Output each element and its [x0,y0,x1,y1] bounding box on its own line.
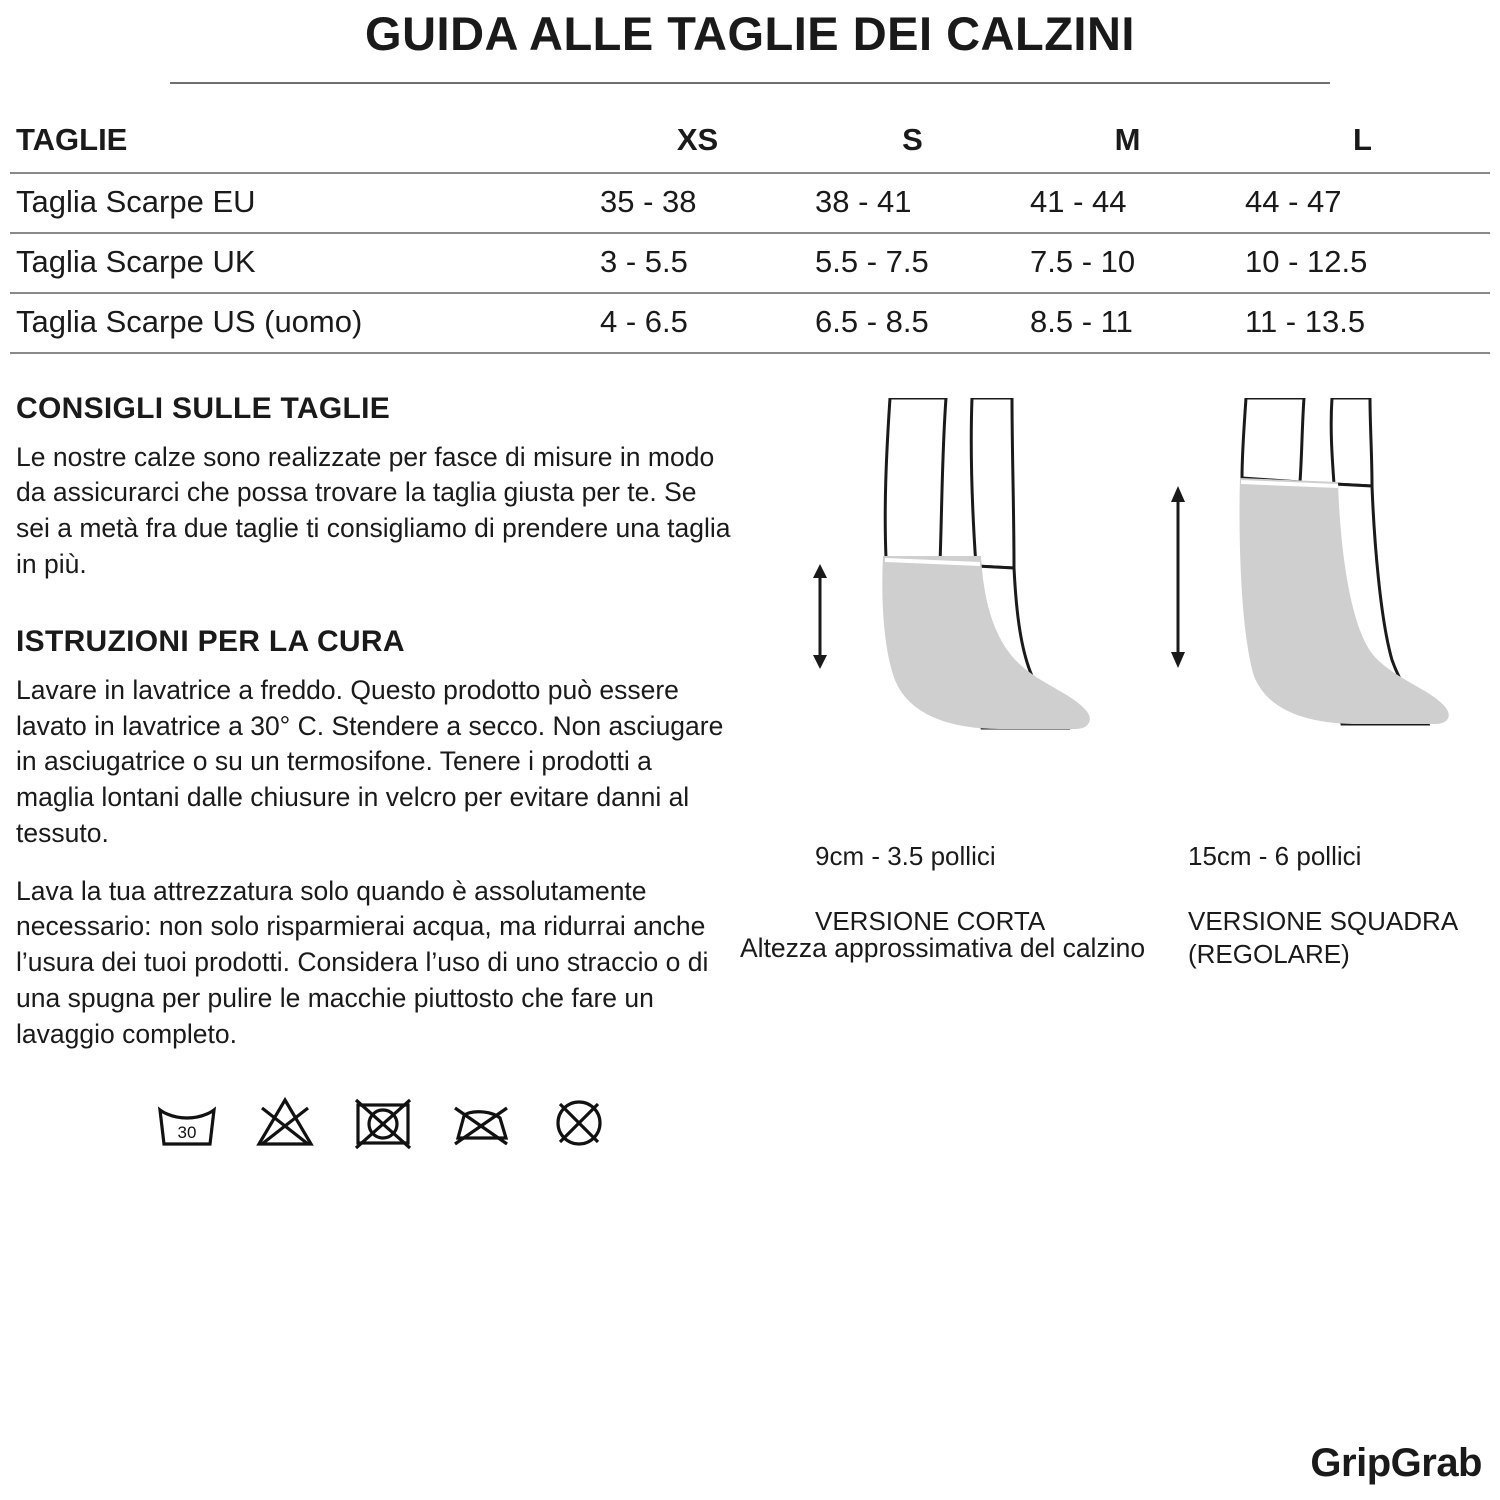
care-instructions-heading: ISTRUZIONI PER LA CURA [16,624,405,658]
care-symbol-row [16,1094,740,1150]
cell-uk-xs: 3 - 5.5 [590,233,805,293]
cell-eu-xs: 35 - 38 [590,173,805,233]
row-label-uk: Taglia Scarpe UK [10,233,590,293]
brand-logo: GripGrab [1310,1441,1482,1485]
table-header-s: S [805,112,1020,173]
title-divider [170,82,1330,84]
short-sock-version: VERSIONE CORTA [815,906,1046,937]
text-column [10,392,740,1151]
cell-uk-s: 5.5 - 7.5 [805,233,1020,293]
care-paragraph-1: Lavare in lavatrice a freddo. Questo prodotto può essere lavato in lavatrice a 30° C. Stendere a secco. Non asciugare in asciugatrice o su un termosifone. Tenere i prodotti a maglia lontani dalle chiusure in velcro per evitare danni al tessuto. [16,674,724,848]
crew-sock-height: 15cm - 6 pollici [1188,841,1362,872]
do-not-tumble-dry-icon [352,1094,414,1150]
sizing-advice-heading: CONSIGLI SULLE TAGLIE [16,391,391,425]
do-not-bleach-icon [254,1094,316,1150]
page-title: GUIDA ALLE TAGLIE DEI CALZINI [365,7,1135,60]
short-sock-illustration [800,398,1130,803]
cell-us-l: 11 - 13.5 [1235,293,1490,353]
cell-uk-l: 10 - 12.5 [1235,233,1490,293]
wash-30-icon [156,1094,218,1150]
sock-height-note: Altezza approssimativa del calzino [740,932,1146,963]
cell-eu-l: 44 - 47 [1235,173,1490,233]
size-table [10,112,1490,354]
cell-eu-m: 41 - 44 [1020,173,1235,233]
cell-us-s: 6.5 - 8.5 [805,293,1020,353]
crew-sock-caption [1188,808,1500,1003]
sock-illustrations [740,398,1490,969]
table-header-taglie: TAGLIE [10,112,590,173]
cell-us-xs: 4 - 6.5 [590,293,805,353]
table-header-row [10,112,1490,173]
table-header-m: M [1020,112,1235,173]
crew-sock-version: VERSIONE SQUADRA (REGOLARE) [1188,906,1457,969]
cell-eu-s: 38 - 41 [805,173,1020,233]
row-label-eu: Taglia Scarpe EU [10,173,590,233]
wash-temp-label: 30 [177,1123,197,1143]
do-not-dry-clean-icon [548,1094,610,1150]
do-not-iron-icon [450,1094,512,1150]
table-header-xs: XS [590,112,805,173]
short-sock-height: 9cm - 3.5 pollici [815,841,996,872]
care-paragraph-2: Lava la tua attrezzatura solo quando è assolutamente necessario: non solo risparmierai acqua, ma ridurrai anche l’usura dei tuoi prodotti. Considera l’uso di uno straccio o di una spugna per pulire le macchie piuttosto che fare un lavaggio completo. [16,875,709,1049]
table-row [10,173,1490,233]
content-area [10,392,1490,1151]
table-row [10,233,1490,293]
sizing-advice-paragraph: Le nostre calze sono realizzate per fasce di misure in modo da assicurarci che possa trovare la taglia giusta per te. Se sei a metà fra due taglie ti consigliamo di prendere una taglia in più. [16,441,731,579]
table-row [10,293,1490,353]
cell-uk-m: 7.5 - 10 [1020,233,1235,293]
cell-us-m: 8.5 - 11 [1020,293,1235,353]
table-header-l: L [1235,112,1490,173]
sock-illustration-column [740,392,1490,1151]
crew-sock-illustration [1160,398,1490,803]
row-label-us: Taglia Scarpe US (uomo) [10,293,590,353]
